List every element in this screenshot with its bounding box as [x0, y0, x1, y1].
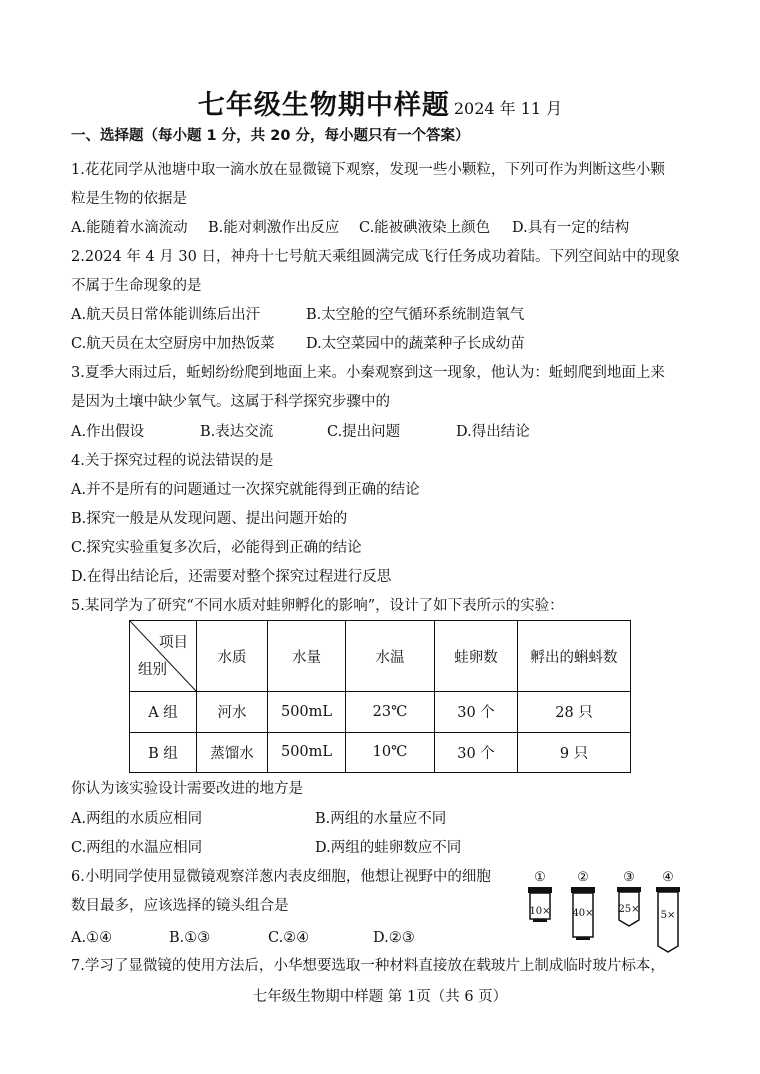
q5-option-b: B.两组的水量应不同	[315, 811, 447, 827]
q2-stem-line2: 不属于生命现象的是	[71, 278, 202, 294]
table-cell: B 组	[130, 732, 197, 773]
q2-option-a: A.航天员日常体能训练后出汗	[71, 307, 261, 323]
table-header-row	[130, 621, 631, 692]
q5-option-c: C.两组的水温应相同	[71, 840, 203, 856]
page-footer: 七年级生物期中样题 第 1页（共 6 页）	[252, 989, 508, 1005]
q2-option-d: D.太空菜园中的蔬菜种子长成幼苗	[306, 336, 525, 352]
lens-number: ④	[662, 870, 674, 885]
table-cell: 河水	[197, 692, 268, 733]
q1-option-c: C.能被碘液染上颜色	[359, 220, 491, 236]
q5-options-row2	[71, 838, 461, 858]
corner-label-group: 组别	[138, 662, 167, 678]
q5-option-a: A.两组的水质应相同	[71, 811, 203, 827]
q6-option-b: B.①③	[169, 930, 211, 946]
q3-stem-line2: 是因为土壤中缺少氧气。这属于科学探究步骤中的	[71, 394, 390, 410]
table-cell: 9 只	[518, 732, 631, 773]
q1-stem-line1: 1.花花同学从池塘中取一滴水放在显微镜下观察，发现一些小颗粒，下列可作为判断这些小颗	[71, 162, 665, 178]
q1-options	[71, 218, 629, 238]
table-cell: 500mL	[268, 692, 346, 733]
q2-option-b: B.太空舱的空气循环系统制造氧气	[306, 307, 525, 323]
q2-options-row2	[71, 334, 525, 354]
lens-magnification: 25×	[618, 904, 640, 915]
q3-options	[71, 422, 530, 442]
table-row	[130, 692, 631, 733]
q3-option-b: B.表达交流	[200, 424, 274, 440]
lens-number: ②	[577, 870, 589, 885]
table-cell: 23℃	[346, 692, 435, 733]
q5-stem-followup: 你认为该实验设计需要改进的地方是	[71, 781, 303, 797]
table-header: 水质	[197, 621, 268, 692]
q1-option-a: A.能随着水滴流动	[71, 220, 188, 236]
lens-magnification: 10×	[529, 906, 551, 917]
lens-magnification: 40×	[572, 908, 594, 919]
q6-option-c: C.②④	[268, 930, 310, 946]
q6-options	[71, 928, 415, 948]
table-corner-cell	[130, 621, 197, 692]
eyepiece-icon	[527, 886, 553, 948]
table-cell: 28 只	[518, 692, 631, 733]
table-cell: 10℃	[346, 732, 435, 773]
q3-option-d: D.得出结论	[456, 424, 530, 440]
objective-icon	[655, 886, 681, 956]
title-main: 七年级生物期中样题	[197, 90, 450, 121]
lens-number: ①	[534, 870, 546, 885]
table-cell: A 组	[130, 692, 197, 733]
q1-stem-line2: 粒是生物的依据是	[71, 191, 187, 207]
q4-option-d: D.在得出结论后，还需要对整个探究过程进行反思	[71, 569, 392, 585]
q2-option-c: C.航天员在太空厨房中加热饭菜	[71, 336, 275, 352]
q2-stem-line1: 2.2024 年 4 月 30 日，神舟十七号航天乘组圆满完成飞行任务成功着陆。下列空间站中的现象	[71, 249, 680, 265]
title-date: 2024 年 11 月	[453, 99, 563, 118]
q5-options-row1	[71, 809, 446, 829]
lens-number: ③	[623, 870, 635, 885]
table-header: 水温	[346, 621, 435, 692]
q6-option-d: D.②③	[373, 930, 415, 946]
q4-stem: 4.关于探究过程的说法错误的是	[71, 453, 274, 469]
q7-stem-line1: 7.学习了显微镜的使用方法后，小华想要选取一种材料直接放在载玻片上制成临时玻片标本，	[71, 958, 665, 974]
exam-title	[0, 83, 760, 122]
q6-stem-line1: 6.小明同学使用显微镜观察洋葱内表皮细胞，他想让视野中的细胞	[71, 869, 491, 885]
q4-option-c: C.探究实验重复多次后，必能得到正确的结论	[71, 540, 362, 556]
q5-stem: 5.某同学为了研究“不同水质对蛙卵孵化的影响”，设计了如下表所示的实验：	[71, 598, 564, 614]
q2-options-row1	[71, 305, 524, 325]
q1-option-d: D.具有一定的结构	[512, 220, 630, 236]
q4-option-a: A.并不是所有的问题通过一次探究就能得到正确的结论	[71, 482, 420, 498]
table-cell: 500mL	[268, 732, 346, 773]
q3-option-c: C.提出问题	[327, 424, 401, 440]
experiment-table	[129, 620, 631, 773]
table-cell: 蒸馏水	[197, 732, 268, 773]
q3-option-a: A.作出假设	[71, 424, 145, 440]
q6-option-a: A.①④	[71, 930, 113, 946]
table-row	[130, 732, 631, 773]
table-header: 孵出的蝌蚪数	[518, 621, 631, 692]
q6-stem-line2: 数目最多，应该选择的镜头组合是	[71, 898, 289, 914]
table-header: 水量	[268, 621, 346, 692]
q5-option-d: D.两组的蛙卵数应不同	[315, 840, 462, 856]
corner-label-item: 项目	[159, 635, 188, 651]
table-cell: 30 个	[435, 692, 518, 733]
q1-option-b: B.能对刺激作出反应	[208, 220, 340, 236]
q3-stem-line1: 3.夏季大雨过后，蚯蚓纷纷爬到地面上来。小秦观察到这一现象，他认为：蚯蚓爬到地面上来	[71, 365, 665, 381]
table-cell: 30 个	[435, 732, 518, 773]
q4-option-b: B.探究一般是从发现问题、提出问题开始的	[71, 511, 348, 527]
section-heading: 一、选择题（每小题 1 分，共 20 分，每小题只有一个答案）	[71, 128, 470, 144]
objective-icon	[616, 886, 642, 948]
table-header: 蛙卵数	[435, 621, 518, 692]
lens-magnification: 5×	[660, 910, 676, 921]
